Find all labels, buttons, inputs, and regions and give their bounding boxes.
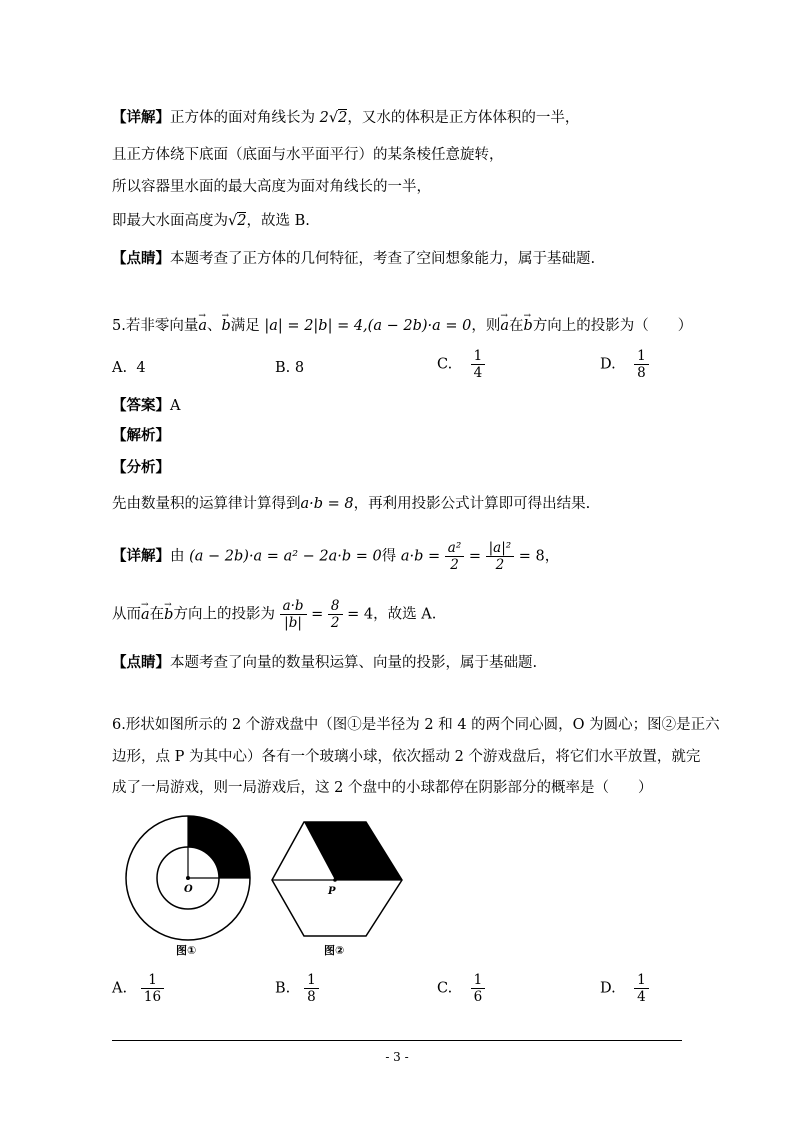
p4-detail-line <box>112 108 579 128</box>
option-label: A. <box>112 980 128 997</box>
line4-text: 即最大水面高度为 <box>112 213 228 229</box>
option-fraction <box>141 972 164 1005</box>
numerator: a² <box>445 540 464 557</box>
coef: 2 <box>319 110 329 126</box>
denominator: 2 <box>330 615 340 631</box>
vector-a: → a <box>141 605 150 625</box>
stem-text: 方向上的投影为（ ） <box>532 318 693 334</box>
vector-b: → b <box>524 316 533 336</box>
line4-end: ，故选 B. <box>246 213 310 229</box>
option-label: C. <box>437 356 453 373</box>
option-fraction <box>471 972 486 1005</box>
option-label: B. <box>275 980 291 997</box>
detail-text: 得 <box>381 548 397 565</box>
detail-end: = 8， <box>518 548 560 565</box>
p4-line2: 且正方体绕下底面（底面与水平面平行）的某条棱任意旋转， <box>112 147 504 163</box>
numerator: 1 <box>304 972 319 989</box>
q5-detail-line1 <box>112 540 559 573</box>
denominator: 2 <box>495 557 505 573</box>
fraction <box>445 540 464 573</box>
detail-text: 由 <box>170 548 185 565</box>
numerator: 1 <box>141 972 164 989</box>
q6-stem-line3: 成了一局游戏，则一局游戏后，这 2 个盘中的小球都停在阴影部分的概率是（ ） <box>112 780 653 796</box>
comment-text: 本题考查了正方体的几何特征，考查了空间想象能力，属于基础题. <box>170 251 596 267</box>
comment-tag: 【点睛】 <box>112 250 170 267</box>
numerator: 8 <box>328 598 343 615</box>
q5-option-c[interactable] <box>437 348 485 381</box>
p4-line4 <box>112 211 310 231</box>
denominator: 4 <box>637 989 646 1005</box>
stem-text: 满足 <box>230 318 260 334</box>
equals: = <box>311 606 324 623</box>
denominator: 2 <box>450 557 459 573</box>
q6-stem-line1: 6.形状如图所示的 2 个游戏盘中（图①是半径为 2 和 4 的两个同心圆，O 为圆心；图②是正六 <box>112 717 720 733</box>
footer-rule <box>112 1040 682 1041</box>
option-label: D. <box>600 356 616 373</box>
center-label: O <box>184 884 193 895</box>
page-number: - 3 - <box>385 1050 409 1064</box>
stem-text: 5.若非零向量 <box>112 318 199 334</box>
detail-end: = 4，故选 A. <box>347 606 437 623</box>
vector-a: → a <box>198 316 207 336</box>
q5-detail-line2 <box>112 598 436 631</box>
option-label: D. <box>600 980 616 997</box>
numerator: 1 <box>471 972 486 989</box>
detail-text-2: ，又水的体积是正方体体积的一半， <box>347 110 580 126</box>
equals: = <box>468 548 481 565</box>
denominator: 8 <box>307 989 316 1005</box>
comment-tag: 【点睛】 <box>112 654 170 671</box>
denominator: 4 <box>473 365 483 381</box>
q6-option-b[interactable] <box>275 972 319 1005</box>
p4-comment <box>112 249 595 269</box>
answer-value: A <box>170 398 181 414</box>
q5-fenxi-line <box>112 494 590 514</box>
vector-b: → b <box>222 316 231 336</box>
condition-expr: |a| = 2|b| = 4,(a − 2b)·a = 0 <box>264 318 472 334</box>
fenxi-text-2: ，再利用投影公式计算即可得出结果. <box>353 496 591 512</box>
q6-option-d[interactable] <box>600 972 649 1005</box>
denominator: 16 <box>143 989 162 1005</box>
comment-text: 本题考查了向量的数量积运算、向量的投影，属于基础题. <box>170 655 538 671</box>
p4-line3: 所以容器里水面的最大高度为面对角线长的一半， <box>112 179 431 195</box>
option-value: 4 <box>136 360 146 376</box>
fraction <box>328 598 343 631</box>
q5-analysis-tag: 【解析】 <box>112 427 170 444</box>
option-fraction <box>471 348 486 381</box>
option-label: C. <box>437 980 453 997</box>
figure-caption: 图② <box>324 944 345 957</box>
numerator: a·b <box>280 598 307 615</box>
q5-option-a[interactable] <box>112 358 146 378</box>
fenxi-expr: a·b = 8 <box>300 496 354 512</box>
detail-tag: 【详解】 <box>112 547 170 565</box>
q5-comment <box>112 653 537 673</box>
option-fraction <box>634 348 649 381</box>
answer-tag: 【答案】 <box>112 397 170 414</box>
numerator: |a|² <box>486 540 515 557</box>
detail-tag: 【详解】 <box>112 109 170 126</box>
q6-stem-line2: 边形，点 P 为其中心）各有一个玻璃小球，依次摇动 2 个游戏盘后，将它们水平放置，就完 <box>112 749 701 765</box>
fraction <box>280 598 307 631</box>
detail-text: 从而 <box>112 606 141 623</box>
denominator: 8 <box>637 365 646 381</box>
q5-fenxi-tag: 【分析】 <box>112 459 170 476</box>
numerator: 1 <box>634 348 649 365</box>
detail-expr: a·b = <box>400 548 441 565</box>
detail-expr: (a − 2b)·a = a² − 2a·b = 0 <box>189 548 382 565</box>
figure-hexagon <box>268 818 414 960</box>
option-fraction <box>634 972 649 1005</box>
denominator: 6 <box>473 989 483 1005</box>
numerator: 1 <box>634 972 649 989</box>
radicand: 2 <box>338 110 348 126</box>
q6-option-c[interactable] <box>437 972 485 1005</box>
option-label: A. <box>112 360 128 376</box>
q5-stem <box>112 316 692 336</box>
sqrt-sign: √ <box>228 213 238 229</box>
q5-option-d[interactable] <box>600 348 649 381</box>
figure-caption: 图① <box>176 944 197 957</box>
sqrt-sign: √ <box>328 110 339 126</box>
q5-option-b[interactable] <box>275 358 304 378</box>
q6-option-a[interactable] <box>112 972 164 1005</box>
detail-text: 正方体的面对角线长为 <box>170 110 315 126</box>
fenxi-text: 先由数量积的运算律计算得到 <box>112 496 301 512</box>
option-label: B. <box>275 360 291 376</box>
stem-sep: 、 <box>207 318 222 334</box>
fraction <box>486 540 515 573</box>
vector-a: → a <box>500 316 509 336</box>
numerator: 1 <box>471 348 486 365</box>
option-fraction <box>304 972 319 1005</box>
denominator: |b| <box>284 615 302 631</box>
detail-text: 方向上的投影为 <box>173 606 275 623</box>
detail-text: 在 <box>149 606 165 623</box>
vector-b: → b <box>164 605 173 625</box>
figure-concentric-circles <box>118 810 264 960</box>
center-label: P <box>328 886 336 897</box>
center-point <box>333 878 337 882</box>
stem-text: ，则 <box>471 318 501 334</box>
option-value: 8 <box>294 360 305 376</box>
radicand: 2 <box>237 213 247 229</box>
center-point <box>186 876 190 880</box>
stem-text: 在 <box>509 318 524 334</box>
q5-answer <box>112 396 180 416</box>
